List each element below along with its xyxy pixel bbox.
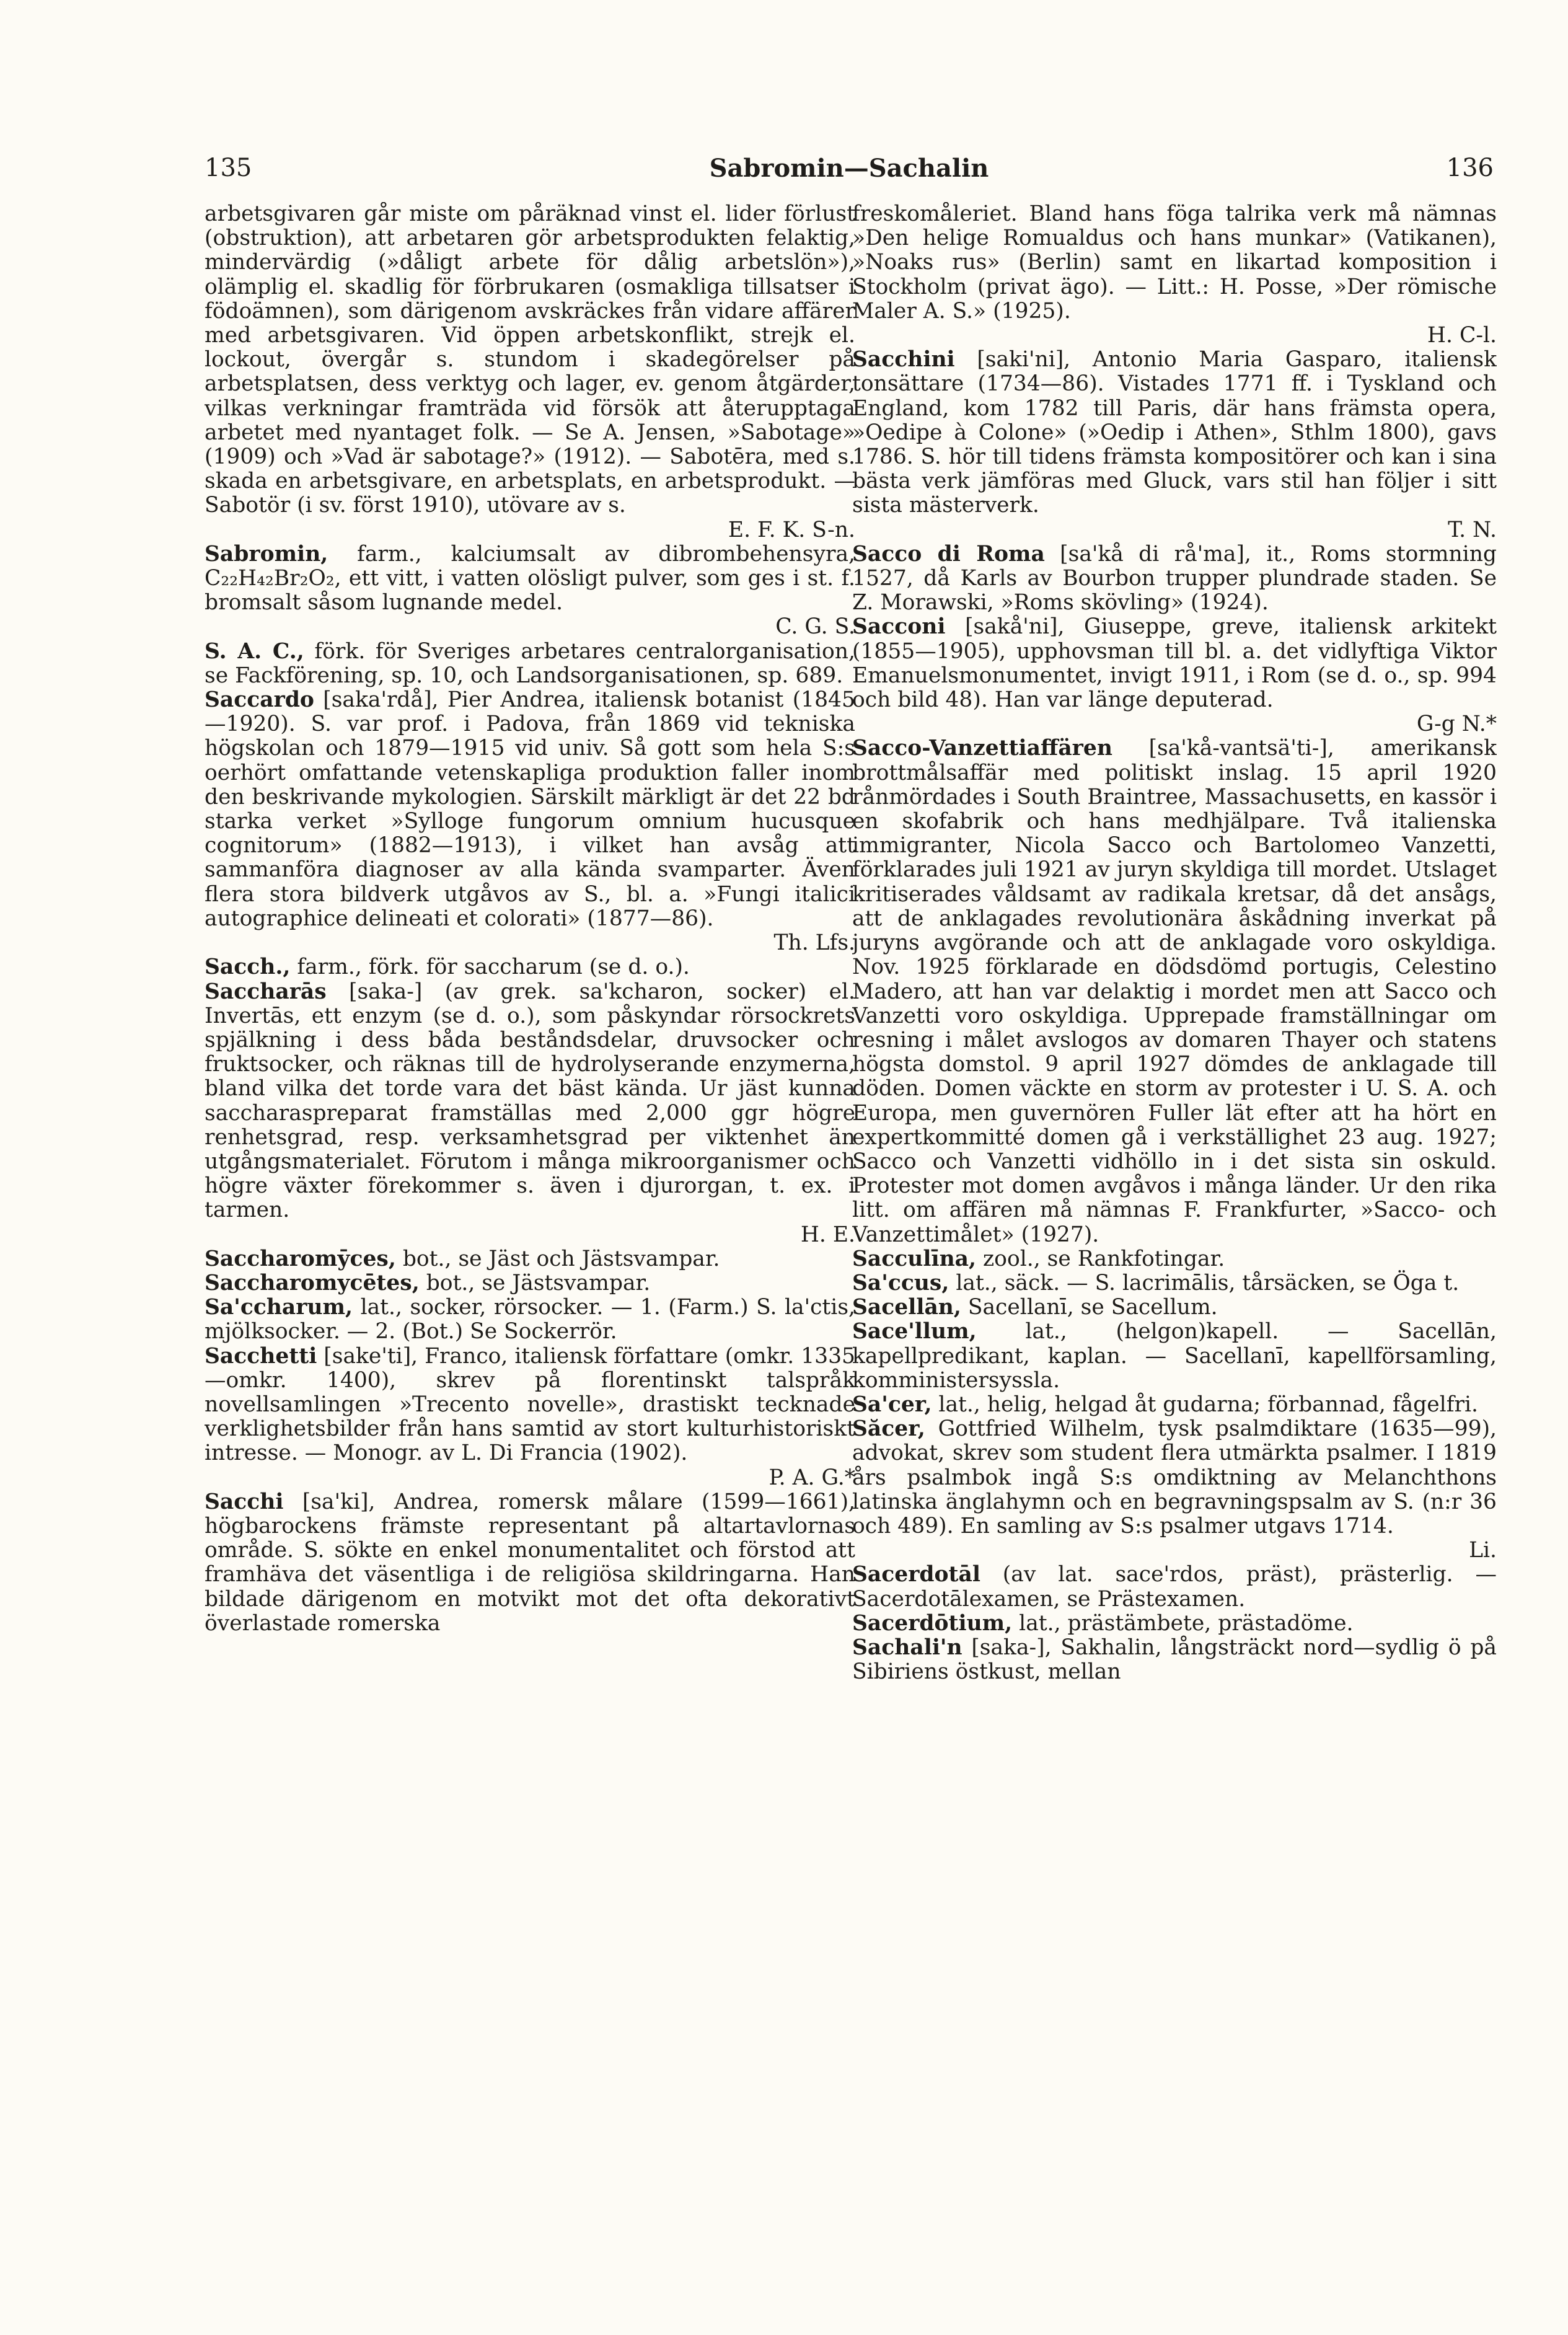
dictionary-entry xyxy=(205,1490,855,1636)
entry-text: arbetsgivaren går miste om påräknad vinst el. lider förlust (obstruktion), att arbetaren gör arbetsprodukten felaktig, mindervärdig (»dåligt arbete för dålig arbetslön»), olämplig el. skadlig för förbrukaren (osmakliga tillsatser i födoämnen), som därigenom avskräckes från vidare affärer med arbetsgivaren. Vid öppen arbetskonflikt, strejk el. lockout, övergår s. stundom i skadegörelser på arbetsplatsen, dess verktyg och lager, ev. genom åtgärder, vilkas verkningar framträda vid försök att återupptaga arbetet med nyantaget folk. — Se A. Jensen, »Sabotage» (1909) och »Vad är sabotage?» (1912). — Sabotēra, med s. skada en arbetsgivare, en arbetsplats, en arbetsprodukt. — Sabotör (i sv. först 1910), utövare av s. xyxy=(205,202,855,518)
entry-signature: Th. Lfs. xyxy=(773,930,855,956)
right-column xyxy=(852,202,1497,2266)
entry-text: förk. för Sveriges arbetares centralorganisation, se Fackförening, sp. 10, och Landsorganisationen, sp. 689. xyxy=(205,638,855,688)
entry-signature: T. N. xyxy=(1448,517,1497,542)
entry-text: bot., se Jästsvampar. xyxy=(419,1270,651,1296)
entry-text: [sa'kå-vantsä'ti-], amerikansk brottmålsaffär med politiskt inslag. 15 april 1920 rånmördades i South Braintree, Massachusetts, en kassör i en skofabrik och hans medhjälpare. Två italienska immigranter, Nicola Sacco och Bartolomeo Vanzetti, förklarades juli 1921 av juryn skyldiga till mordet. Utslaget kritiserades våldsamt av radikala kretsar, då det ansågs, att de anklagades revolutionära åskådning inverkat på juryns avgörande och att de anklagade voro oskyldiga. Nov. 1925 förklarade en dödsdömd portugis, Celestino Madero, att han var delaktig i mordet men att Sacco och Vanzetti voro oskyldiga. Upprepade framställningar om resning i målet avslogos av domaren Thayer och statens högsta domstol. 9 april 1927 dömdes de anklagade till döden. Domen väckte en storm av protester i U. S. A. och Europa, men guvernören Fuller lät efter att ha hört en expertkommitté domen gå i verkställighet 23 aug. 1927; Sacco och Vanzetti vidhöllo in i det sista sin oskuld. Protester mot domen avgåvos i många länder. Ur den rika litt. om affären må nämnas F. Frankfurter, »Sacco- och Vanzettimålet» (1927). xyxy=(852,736,1497,1247)
entry-headword: Sacco-Vanzettiaffären xyxy=(852,736,1112,761)
entry-text: [saki'ni], Antonio Maria Gasparo, italiensk tonsättare (1734—86). Vistades 1771 ff. i Tyskland och England, kom 1782 till Paris, där hans främsta opera, »Oedipe à Colone» (»Oedip i Athen», Sthlm 1800), gavs 1786. S. hör till tidens främsta kompositörer och kan i sina bästa verk jämföras med Gluck, vars stil han följer i sitt sista mästerverk. xyxy=(852,347,1497,518)
entry-text: zool., se Rankfotingar. xyxy=(976,1246,1225,1271)
entry-headword: Sacellān, xyxy=(852,1295,961,1320)
dictionary-entry xyxy=(852,1612,1497,1636)
dictionary-entry xyxy=(852,1320,1497,1393)
dictionary-entry xyxy=(852,1247,1497,1271)
entry-headword: Sa'ccharum, xyxy=(205,1295,353,1320)
dictionary-entry xyxy=(852,1296,1497,1320)
entry-text: lat., helig, helgad åt gudarna; förbannad, fågelfri. xyxy=(932,1392,1478,1417)
running-title: Sabromin—Sachalin xyxy=(709,154,989,183)
entry-signature: Li. xyxy=(1469,1538,1497,1563)
dictionary-entry xyxy=(852,1563,1497,1611)
dictionary-entry xyxy=(852,1417,1497,1563)
entry-text: Sacellanī, se Sacellum. xyxy=(961,1295,1218,1320)
dictionary-entry xyxy=(205,688,855,955)
dictionary-entry xyxy=(205,1296,855,1344)
entry-text: farm., förk. för saccharum (se d. o.). xyxy=(290,955,690,980)
entry-headword: Sacconi xyxy=(852,614,946,640)
entry-headword: Saccardo xyxy=(205,687,314,713)
entry-text: lat., prästämbete, prästadöme. xyxy=(1012,1610,1354,1636)
entry-headword: Sacchetti xyxy=(205,1343,317,1369)
entry-signature: C. G. S. xyxy=(775,614,855,640)
page-number-left: 135 xyxy=(205,154,252,182)
entry-text: [sakå'ni], Giuseppe, greve, italiensk arkitekt (1855—1905), upphovsman till bl. a. det vidlyftiga Viktor Emanuelsmonumentet, invigt 1911, i Rom (se d. o., sp. 994 och bild 48). Han var länge deputerad. xyxy=(852,614,1497,713)
entry-text: farm., kalciumsalt av dibrombehensyra, C₂₂H₄₂Br₂O₂, ett vitt, i vatten olösligt pulver, som ges i st. f. bromsalt såsom lugnande medel. xyxy=(205,541,855,616)
entry-text: [saka-], Sakhalin, långsträckt nord—sydlig ö på Sibiriens östkust, mellan xyxy=(852,1635,1497,1685)
dictionary-entry xyxy=(205,1344,855,1490)
entry-text: [saka-] (av grek. sa'kcharon, socker) el. Invertās, ett enzym (se d. o.), som påskyndar rörsockrets spjälkning i dess båda beståndsdelar, druvsocker och fruktsocker, och räknas till de hydrolyserande enzymerna, bland vilka det torde vara det bäst kända. Ur jäst kunna saccharaspreparat framställas med 2,000 ggr högre renhetsgrad, resp. verksamhetsgrad per viktenhet än utgångsmaterialet. Förutom i många mikroorganismer och högre växter förekommer s. även i djurorgan, t. ex. i tarmen. xyxy=(205,979,855,1223)
dictionary-entry xyxy=(852,736,1497,1247)
dictionary-entry xyxy=(205,955,855,979)
entry-headword: Sabromin, xyxy=(205,541,328,567)
page-header xyxy=(205,154,1494,197)
entry-text: bot., se Jäst och Jästsvampar. xyxy=(395,1246,720,1271)
entry-text: [sa'kå di rå'ma], it., Roms stormning 1527, då Karls av Bourbon trupper plundrade staden. Se Z. Morawski, »Roms skövling» (1924). xyxy=(852,541,1497,616)
entry-headword: Saccharās xyxy=(205,979,327,1004)
left-column xyxy=(205,202,855,2266)
dictionary-entry xyxy=(852,542,1497,616)
entry-headword: Sachali'n xyxy=(852,1635,962,1660)
entry-headword: Sa'ccus, xyxy=(852,1270,949,1296)
entry-text: (av lat. sace'rdos, präst), prästerlig. — Sacerdotālexamen, se Prästexamen. xyxy=(852,1562,1497,1612)
page-number-right: 136 xyxy=(1446,154,1494,182)
entry-text: [sake'ti], Franco, italiensk författare (omkr. 1335—omkr. 1400), skrev på florentinskt talspråk novellsamlingen »Trecento novelle», drastiskt tecknade verklighetsbilder från hans samtid av stort kulturhistoriskt intresse. — Monogr. av L. Di Francia (1902). xyxy=(205,1343,855,1466)
entry-signature: P. A. G.* xyxy=(769,1465,855,1490)
entry-headword: Saccharomycētes, xyxy=(205,1270,420,1296)
entry-headword: Saccharomȳces, xyxy=(205,1246,396,1271)
entry-headword: Sacchi xyxy=(205,1489,284,1514)
entry-text: Gottfried Wilhelm, tysk psalmdiktare (1635—99), advokat, skrev som student flera utmärkta psalmer. I 1819 års psalmbok ingå S:s omdiktning av Melanchthons latinska änglahymn och en begravningspsalm av S. (n:r 36 och 489). En samling av S:s psalmer utgavs 1714. xyxy=(852,1416,1497,1538)
dictionary-entry xyxy=(852,202,1497,348)
entry-signature: G-g N.* xyxy=(1416,712,1497,737)
entry-signature: E. F. K. S-n. xyxy=(728,517,855,542)
entry-headword: Săcer, xyxy=(852,1416,925,1442)
entry-headword: Sacerdōtium, xyxy=(852,1610,1013,1636)
dictionary-entry xyxy=(852,348,1497,542)
entry-headword: S. A. C., xyxy=(205,638,304,664)
entry-text: [saka'rdå], Pier Andrea, italiensk botanist (1845—1920). S. var prof. i Padova, från 1869 vid tekniska högskolan och 1879—1915 vid univ. Så gott som hela S:s oerhört omfattande vetenskapliga produktion faller inom den beskrivande mykologien. Särskilt märkligt är det 22 bd starka verket »Sylloge fungorum omnium hucusque cognitorum» (1882—1913), i vilket han avsåg att sammanföra diagnoser av alla kända svamparter. Även flera stora bildverk utgåvos av S., bl. a. »Fungi italici autographice delineati et colorati» (1877—86). xyxy=(205,687,855,931)
entry-headword: Sacerdotāl xyxy=(852,1562,980,1587)
entry-headword: Sace'llum, xyxy=(852,1319,977,1344)
entry-text: lat., socker, rörsocker. — 1. (Farm.) S. la'ctis, mjölksocker. — 2. (Bot.) Se Sockerrör. xyxy=(205,1295,855,1344)
entry-signature: H. E. xyxy=(800,1222,855,1247)
entry-headword: Sacco di Roma xyxy=(852,541,1045,567)
entry-text: lat., (helgon)kapell. — Sacellān, kapellpredikant, kaplan. — Sacellanī, kapellförsamling, komministersyssla. xyxy=(852,1319,1497,1393)
entry-headword: Sacchini xyxy=(852,347,955,373)
dictionary-entry xyxy=(852,1393,1497,1417)
dictionary-entry xyxy=(205,202,855,542)
dictionary-entry xyxy=(205,1271,855,1296)
dictionary-entry xyxy=(852,615,1497,736)
dictionary-entry xyxy=(852,1636,1497,1684)
entry-headword: Sacculīna, xyxy=(852,1246,977,1271)
entry-headword: Sa'cer, xyxy=(852,1392,932,1417)
dictionary-entry xyxy=(205,640,855,688)
entry-signature: H. C-l. xyxy=(1427,323,1497,348)
entry-text: freskomåleriet. Bland hans föga talrika verk må nämnas »Den helige Romualdus och hans munkar» (Vatikanen), »Noaks rus» (Berlin) samt en likartad komposition i Stockholm (privat ägo). — Litt.: H. Posse, »Der römische Maler A. S.» (1925). xyxy=(852,202,1497,324)
entry-headword: Sacch., xyxy=(205,955,291,980)
dictionary-entry xyxy=(205,1247,855,1271)
entry-text: [sa'ki], Andrea, romersk målare (1599—1661), högbarockens främste representant på altartavlornas område. S. sökte en enkel monumentalitet och förstod att framhäva det väsentliga i de religiösa skildringarna. Han bildade därigenom en motvikt mot det ofta dekorativt överlastade romerska xyxy=(205,1489,855,1636)
dictionary-entry xyxy=(205,980,855,1247)
dictionary-entry xyxy=(852,1271,1497,1296)
entry-text: lat., säck. — S. lacrimālis, tårsäcken, se Öga t. xyxy=(949,1270,1460,1296)
dictionary-entry xyxy=(205,542,855,640)
